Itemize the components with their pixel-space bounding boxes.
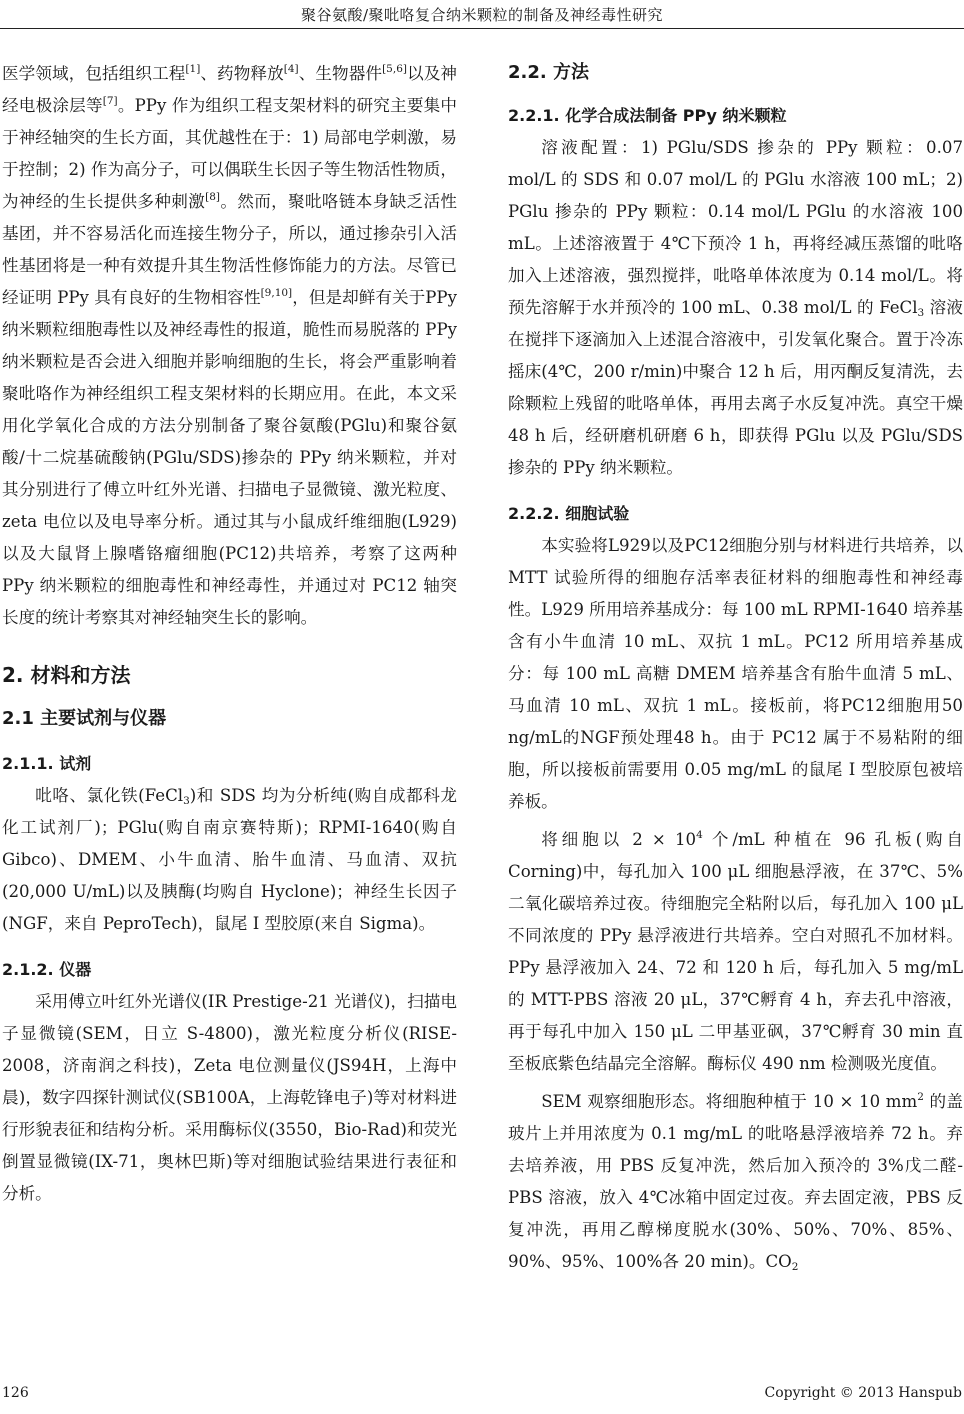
subscript: 2 bbox=[791, 1261, 799, 1273]
citation: [8] bbox=[205, 191, 221, 203]
section-heading-2-1: 2.1 主要试剂与仪器 bbox=[2, 708, 167, 729]
superscript: 2 bbox=[917, 1091, 924, 1103]
synthesis-text-1: 溶液配置：1) PGlu/SDS 掺杂的 PPy 颗粒：0.07 mol/L 的 SDS 和 0.07 mol/L 的 PGlu 水溶液 100 mL；2) PGlu 掺杂的 PPy 颗粒：0.14 mol/L PGlu 的水溶液 100 mL。上述溶液置于 4℃下预冷 1 h，再将经减压蒸馏的吡咯加入上述溶液，强烈搅拌，吡咯单体浓度为 0.14 mol/L。将预先溶解于水并预冷的 100 mL、0.38 mol/L 的 FeCl bbox=[508, 138, 963, 317]
cell-p2-text-1: 将细胞以 2 × 10 bbox=[541, 830, 697, 849]
section-heading-2-2-1: 2.2.1. 化学合成法制备 PPy 纳米颗粒 bbox=[508, 106, 787, 125]
reagents-text-1: 吡咯、氯化铁(FeCl bbox=[35, 786, 184, 805]
citation: [4] bbox=[283, 63, 299, 75]
synthesis-paragraph bbox=[508, 132, 963, 484]
intro-text-7: ，但是却鲜有关于PPy纳米颗粒细胞毒性以及神经毒性的报道，脆性而易脱落的 PPy 纳米颗粒是否会进入细胞并影响细胞的生长，将会严重影响着聚吡咯作为神经组织工程支架材料的长期应用。在此，本文采用化学氧化合成的方法分别制备了聚谷氨酸(PGlu)和聚谷氨酸/十二烷基硫酸钠(PGlu/SDS)掺杂的 PPy 纳米颗粒，并对其分别进行了傅立叶红外光谱、扫描电子显微镜、激光粒度、zeta 电位以及电导率分析。通过其与小鼠成纤维细胞(L929)以及大鼠肾上腺嗜铬瘤细胞(PC12)共培养，考察了这两种 PPy 纳米颗粒的细胞毒性和神经毒性，并通过对 PC12 轴突长度的统计考察其对神经轴突生长的影响。 bbox=[2, 288, 457, 627]
page-number: 126 bbox=[2, 1385, 29, 1401]
citation: [5,6] bbox=[382, 63, 407, 75]
section-heading-2: 2. 材料和方法 bbox=[2, 663, 131, 687]
intro-text-3: 、生物器件 bbox=[298, 64, 383, 83]
section-heading-2-1-1: 2.1.1. 试剂 bbox=[2, 754, 92, 773]
intro-text-2: 、药物释放 bbox=[200, 64, 284, 83]
section-heading-2-2: 2.2. 方法 bbox=[508, 62, 589, 83]
cell-p3-text-1: SEM 观察细胞形态。将细胞种植于 10 × 10 mm bbox=[541, 1092, 918, 1111]
citation: [1] bbox=[185, 63, 201, 75]
header-rule bbox=[0, 28, 964, 29]
subscript: 3 bbox=[183, 795, 190, 807]
intro-text-6: 。然而，聚吡咯链本身缺乏活性基团，并不容易活化而连接生物分子，所以，通过掺杂引入活性基团将是一种有效提升其生物活性修饰能力的方法。尽管已经证明 PPy 具有良好的生物相容性 bbox=[2, 192, 458, 307]
superscript: 4 bbox=[696, 829, 703, 841]
intro-paragraph bbox=[2, 58, 457, 634]
right-column bbox=[508, 58, 963, 1278]
cell-test-paragraph-2 bbox=[508, 824, 963, 1080]
reagents-paragraph bbox=[2, 780, 457, 940]
cell-test-paragraph-3 bbox=[508, 1086, 963, 1278]
copyright-notice: Copyright © 2013 Hanspub bbox=[764, 1385, 962, 1401]
subscript: 3 bbox=[917, 307, 925, 319]
intro-text-4: 以及神经电极涂层等 bbox=[2, 64, 458, 115]
section-heading-2-1-2: 2.1.2. 仪器 bbox=[2, 960, 92, 979]
running-header: 聚谷氨酸/聚吡咯复合纳米颗粒的制备及神经毒性研究 bbox=[300, 6, 664, 24]
citation: [9,10] bbox=[260, 287, 293, 299]
section-heading-2-2-2: 2.2.2. 细胞试验 bbox=[508, 504, 630, 523]
cell-test-paragraph-1: 本实验将L929以及PC12细胞分别与材料进行共培养，以 MTT 试验所得的细胞存活率表征材料的细胞毒性和神经毒性。L929 所用培养基成分：每 100 mL RPMI-1640 培养基含有小牛血清 10 mL、双抗 1 mL。PC12 所用培养基成分：每 100 mL 高糖 DMEM 培养基含有胎牛血清 5 mL、马血清 10 mL、双抗 1 mL。接板前，将PC12细胞用50 ng/mL的NGF预处理48 h。由于 PC12 属于不易粘附的细胞，所以接板前需要用 0.05 mg/mL 的鼠尾 I 型胶原包被培养板。 bbox=[508, 536, 963, 811]
synthesis-text-2: 溶液在搅拌下逐滴加入上述混合溶液中，引发氧化聚合。置于冷冻摇床(4℃，200 r/min)中聚合 12 h 后，用丙酮反复清洗，去除颗粒上残留的吡咯单体，再用去离子水反复冲洗。真空干燥 48 h 后，经研磨机研磨 6 h，即获得 PGlu 以及 PGlu/SDS 掺杂的 PPy 纳米颗粒。 bbox=[508, 298, 963, 477]
intro-text-5: 。PPy 作为组织工程支架材料的研究主要集中于神经轴突的生长方面，其优越性在于：1) 局部电学刺激，易于控制；2) 作为高分子，可以偶联生长因子等生物活性物质，为神经的生长提供多种刺激 bbox=[2, 96, 458, 211]
reagents-text-2: )和 SDS 均为分析纯(购自成都科龙化工试剂厂)；PGlu(购自南京赛特斯)；RPMI-1640(购自 Gibco)、DMEM、小牛血清、胎牛血清、马血清、双抗(20,000 U/mL)以及胰酶(均购自 Hyclone)；神经生长因子(NGF，来自 PeproTech)，鼠尾 I 型胶原(来自 Sigma)。 bbox=[2, 786, 457, 933]
intro-text-1: 医学领域，包括组织工程 bbox=[2, 64, 186, 83]
instruments-paragraph: 采用傅立叶红外光谱仪(IR Prestige-21 光谱仪)，扫描电子显微镜(SEM，日立 S-4800)，激光粒度分析仪(RISE-2008，济南润之科技)，Zeta 电位测量仪(JS94H，上海中晨)，数字四探针测试仪(SB100A，上海乾锋电子)等对材料进行形貌表征和结构分析。采用酶标仪(3550，Bio-Rad)和荧光倒置显微镜(IX-71，奥林巴斯)等对细胞试验结果进行表征和分析。 bbox=[2, 992, 457, 1203]
cell-p2-text-2: 个/mL 种植在 96 孔板(购自 Corning)中，每孔加入 100 μL 细胞悬浮液，在 37℃、5%二氧化碳培养过夜。待细胞完全粘附以后，每孔加入 100 μL 不同浓度的 PPy 悬浮液进行共培养。空白对照孔不加材料。PPy 悬浮液加入 24、72 和 120 h 后，每孔加入 5 mg/mL 的 MTT-PBS 溶液 20 μL，37℃孵育 4 h，弃去孔中溶液，再于每孔中加入 150 μL 二甲基亚砜，37℃孵育 30 min 直至板底紫色结晶完全溶解。酶标仪 490 nm 检测吸光度值。 bbox=[508, 830, 963, 1073]
left-column bbox=[2, 58, 457, 1210]
cell-p3-text-2: 的盖玻片上并用浓度为 0.1 mg/mL 的吡咯悬浮液培养 72 h。弃去培养液，用 PBS 反复冲洗，然后加入预冷的 3%戊二醛-PBS 溶液，放入 4℃冰箱中固定过夜。弃去固定液，PBS 反复冲洗，再用乙醇梯度脱水(30%、50%、70%、85%、90%、95%、100%各 20 min)。CO bbox=[508, 1092, 964, 1271]
citation: [7] bbox=[102, 95, 118, 107]
